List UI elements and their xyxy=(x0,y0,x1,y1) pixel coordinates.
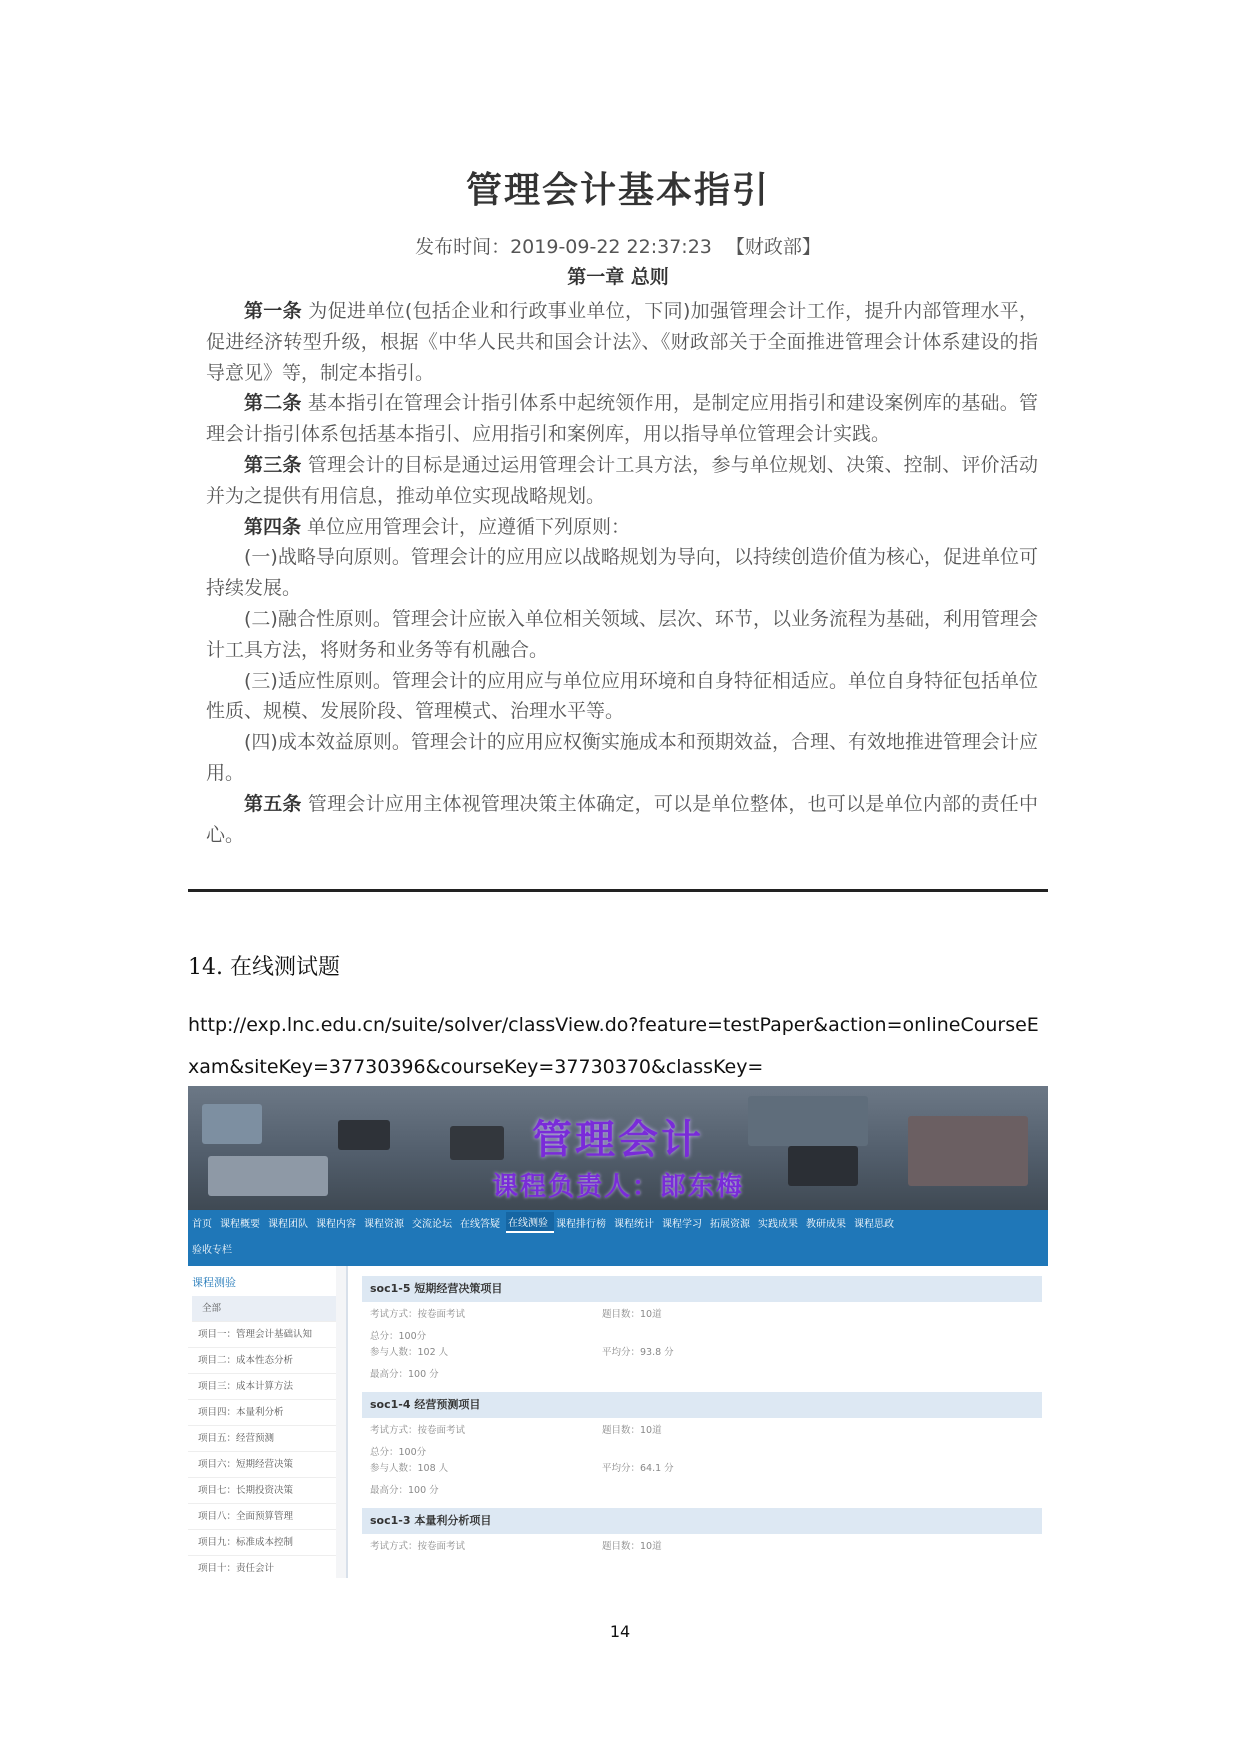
exam-title[interactable]: soc1-3 本量利分析项目 xyxy=(362,1508,1042,1534)
exam-participants: 参与人数：102 人 xyxy=(370,1347,449,1358)
sidebar-item[interactable]: 项目十：责任会计 xyxy=(188,1556,336,1578)
article-clause-label: 第四条 xyxy=(244,515,302,538)
exam-highest-score: 最高分：100 分 xyxy=(370,1485,439,1496)
nav-item[interactable]: 在线测验 xyxy=(506,1212,554,1233)
empty-cell xyxy=(602,1446,1034,1460)
nav-item[interactable]: 课程内容 xyxy=(316,1218,356,1230)
course-site-screenshot xyxy=(188,1086,1048,1578)
spacer xyxy=(370,1440,1034,1444)
exam-details xyxy=(362,1418,1042,1502)
sidebar-list xyxy=(188,1296,336,1578)
article-paragraph xyxy=(206,666,1038,728)
exam-card xyxy=(362,1508,1042,1576)
exam-average-score: 平均分：93.8 分 xyxy=(602,1347,674,1358)
nav-item[interactable]: 课程概要 xyxy=(220,1218,260,1230)
nav-item[interactable]: 首页 xyxy=(192,1218,212,1230)
site-banner xyxy=(188,1086,1048,1210)
article-paragraph-text: 为促进单位(包括企业和行政事业单位，下同)加强管理会计工作，提升内部管理水平，促进经济转型升级，根据《中华人民共和国会计法》、《财政部关于全面推进管理会计体系建设的指导意见》等，制定本指引。 xyxy=(206,300,1038,384)
article-paragraph xyxy=(206,388,1038,450)
exam-question-count: 题目数：10道 xyxy=(602,1425,662,1436)
site-nav xyxy=(188,1210,1048,1266)
nav-item[interactable]: 课程排行榜 xyxy=(556,1218,606,1230)
section-heading: 14. 在线测试题 xyxy=(188,955,340,980)
article-paragraph-text: 单位应用管理会计，应遵循下列原则： xyxy=(301,515,631,538)
article-clause-label: 第二条 xyxy=(244,392,302,415)
nav-item[interactable]: 交流论坛 xyxy=(412,1218,452,1230)
exam-mode: 考试方式：按卷面考试 xyxy=(370,1541,466,1552)
article-paragraph-text: 基本指引在管理会计指引体系中起统领作用，是制定应用指引和建设案例库的基础。管理会计指引体系包括基本指引、应用指引和案例库，用以指导单位管理会计实践。 xyxy=(206,392,1038,446)
nav-item[interactable]: 在线答疑 xyxy=(460,1218,500,1230)
spacer xyxy=(370,1324,1034,1328)
nav-item[interactable]: 拓展资源 xyxy=(710,1218,750,1230)
sidebar-item[interactable]: 项目九：标准成本控制 xyxy=(188,1530,336,1556)
nav-item[interactable]: 课程资源 xyxy=(364,1218,404,1230)
sidebar-item[interactable]: 项目七：长期投资决策 xyxy=(188,1478,336,1504)
nav-item[interactable]: 课程团队 xyxy=(268,1218,308,1230)
spacer xyxy=(370,1478,1034,1482)
nav-item[interactable]: 课程思政 xyxy=(854,1218,894,1230)
article-paragraph-text: (二)融合性原则。管理会计应嵌入单位相关领域、层次、环节，以业务流程为基础，利用管理会计工具方法，将财务和业务等有机融合。 xyxy=(206,607,1038,661)
article-body xyxy=(206,296,1038,850)
nav-item[interactable]: 验收专栏 xyxy=(192,1244,232,1256)
exam-participants: 参与人数：108 人 xyxy=(370,1463,449,1474)
article-paragraph xyxy=(206,450,1038,512)
nav-item[interactable]: 课程统计 xyxy=(614,1218,654,1230)
sidebar-item[interactable]: 项目三：成本计算方法 xyxy=(188,1374,336,1400)
sidebar-item[interactable]: 项目五：经营预测 xyxy=(188,1426,336,1452)
spacer xyxy=(370,1566,1034,1570)
article-paragraph xyxy=(206,604,1038,666)
exam-url[interactable]: http://exp.lnc.edu.cn/suite/solver/classView.do?feature=testPaper&action=onlineCourseExam&siteKey=37730396&courseKey=37730370&classKey= xyxy=(188,1014,1039,1078)
sidebar-item[interactable]: 项目四：本量利分析 xyxy=(188,1400,336,1426)
exam-card xyxy=(362,1276,1042,1386)
article-paragraph xyxy=(206,727,1038,789)
sidebar-header: 课程测验 xyxy=(192,1276,236,1289)
article-paragraph xyxy=(206,789,1038,851)
exam-question-count: 题目数：10道 xyxy=(602,1541,662,1552)
exam-question-count: 题目数：10道 xyxy=(602,1309,662,1320)
exam-card xyxy=(362,1392,1042,1502)
spacer xyxy=(370,1362,1034,1366)
site-subtitle: 课程负责人：郎东梅 xyxy=(491,1172,744,1202)
article-clause-label: 第三条 xyxy=(244,453,302,476)
exam-title[interactable]: soc1-4 经营预测项目 xyxy=(362,1392,1042,1418)
article-meta xyxy=(188,232,1048,259)
publish-label: 发布时间： xyxy=(415,236,511,258)
site-title: 管理会计 xyxy=(532,1117,704,1163)
exam-list xyxy=(346,1266,1048,1578)
article-paragraph-text: 管理会计的目标是通过运用管理会计工具方法，参与单位规划、决策、控制、评价活动并为之提供有用信息，推动单位实现战略规划。 xyxy=(206,453,1038,507)
article-clause-label: 第一条 xyxy=(244,300,302,322)
sidebar-item[interactable]: 项目二：成本性态分析 xyxy=(188,1348,336,1374)
exam-highest-score: 最高分：100 分 xyxy=(370,1369,439,1380)
publish-time: 2019-09-22 22:37:23 xyxy=(510,236,712,258)
empty-cell xyxy=(602,1368,1034,1382)
chapter-heading: 第一章 总则 xyxy=(567,266,669,288)
sidebar-item[interactable]: 项目八：全面预算管理 xyxy=(188,1504,336,1530)
exam-mode: 考试方式：按卷面考试 xyxy=(370,1309,466,1320)
empty-cell xyxy=(602,1330,1034,1344)
exam-title[interactable]: soc1-5 短期经营决策项目 xyxy=(362,1276,1042,1302)
article-clause-label: 第五条 xyxy=(244,792,302,815)
sidebar-item[interactable]: 项目一：管理会计基础认知 xyxy=(188,1322,336,1348)
article-paragraph-text: 管理会计应用主体视管理决策主体确定，可以是单位整体，也可以是单位内部的责任中心。 xyxy=(206,792,1038,846)
nav-item[interactable]: 课程学习 xyxy=(662,1218,702,1230)
sidebar-item[interactable]: 项目六：短期经营决策 xyxy=(188,1452,336,1478)
article-paragraph xyxy=(206,296,1038,388)
article-title: 管理会计基本指引 xyxy=(465,170,770,211)
sidebar xyxy=(188,1266,336,1578)
exam-details xyxy=(362,1302,1042,1386)
empty-cell xyxy=(602,1484,1034,1498)
article-paragraph-text: (四)成本效益原则。管理会计的应用应权衡实施成本和预期效益，合理、有效地推进管理会计应用。 xyxy=(206,731,1038,784)
page-number: 14 xyxy=(609,1622,631,1641)
exam-details xyxy=(362,1534,1042,1576)
article-source: 【财政部】 xyxy=(725,236,821,258)
article-paragraph-text: (一)战略导向原则。管理会计的应用应以战略规划为导向，以持续创造价值为核心，促进单位可持续发展。 xyxy=(206,546,1038,600)
nav-item[interactable]: 教研成果 xyxy=(806,1218,846,1230)
nav-item[interactable]: 实践成果 xyxy=(758,1218,798,1230)
article-paragraph xyxy=(206,542,1038,604)
exam-average-score: 平均分：64.1 分 xyxy=(602,1463,674,1474)
article-paragraph xyxy=(206,512,1038,543)
sidebar-item[interactable]: 全部 xyxy=(192,1296,336,1322)
spacer xyxy=(370,1556,1034,1560)
exam-total-score: 总分：100分 xyxy=(370,1331,427,1342)
nav-row xyxy=(188,1210,1048,1234)
exam-total-score: 总分：100分 xyxy=(370,1447,427,1458)
article-screenshot xyxy=(188,150,1048,892)
exam-mode: 考试方式：按卷面考试 xyxy=(370,1425,466,1436)
article-paragraph-text: (三)适应性原则。管理会计的应用应与单位应用环境和自身特征相适应。单位自身特征包括单位性质、规模、发展阶段、管理模式、治理水平等。 xyxy=(206,669,1038,723)
nav-row xyxy=(188,1236,1048,1260)
